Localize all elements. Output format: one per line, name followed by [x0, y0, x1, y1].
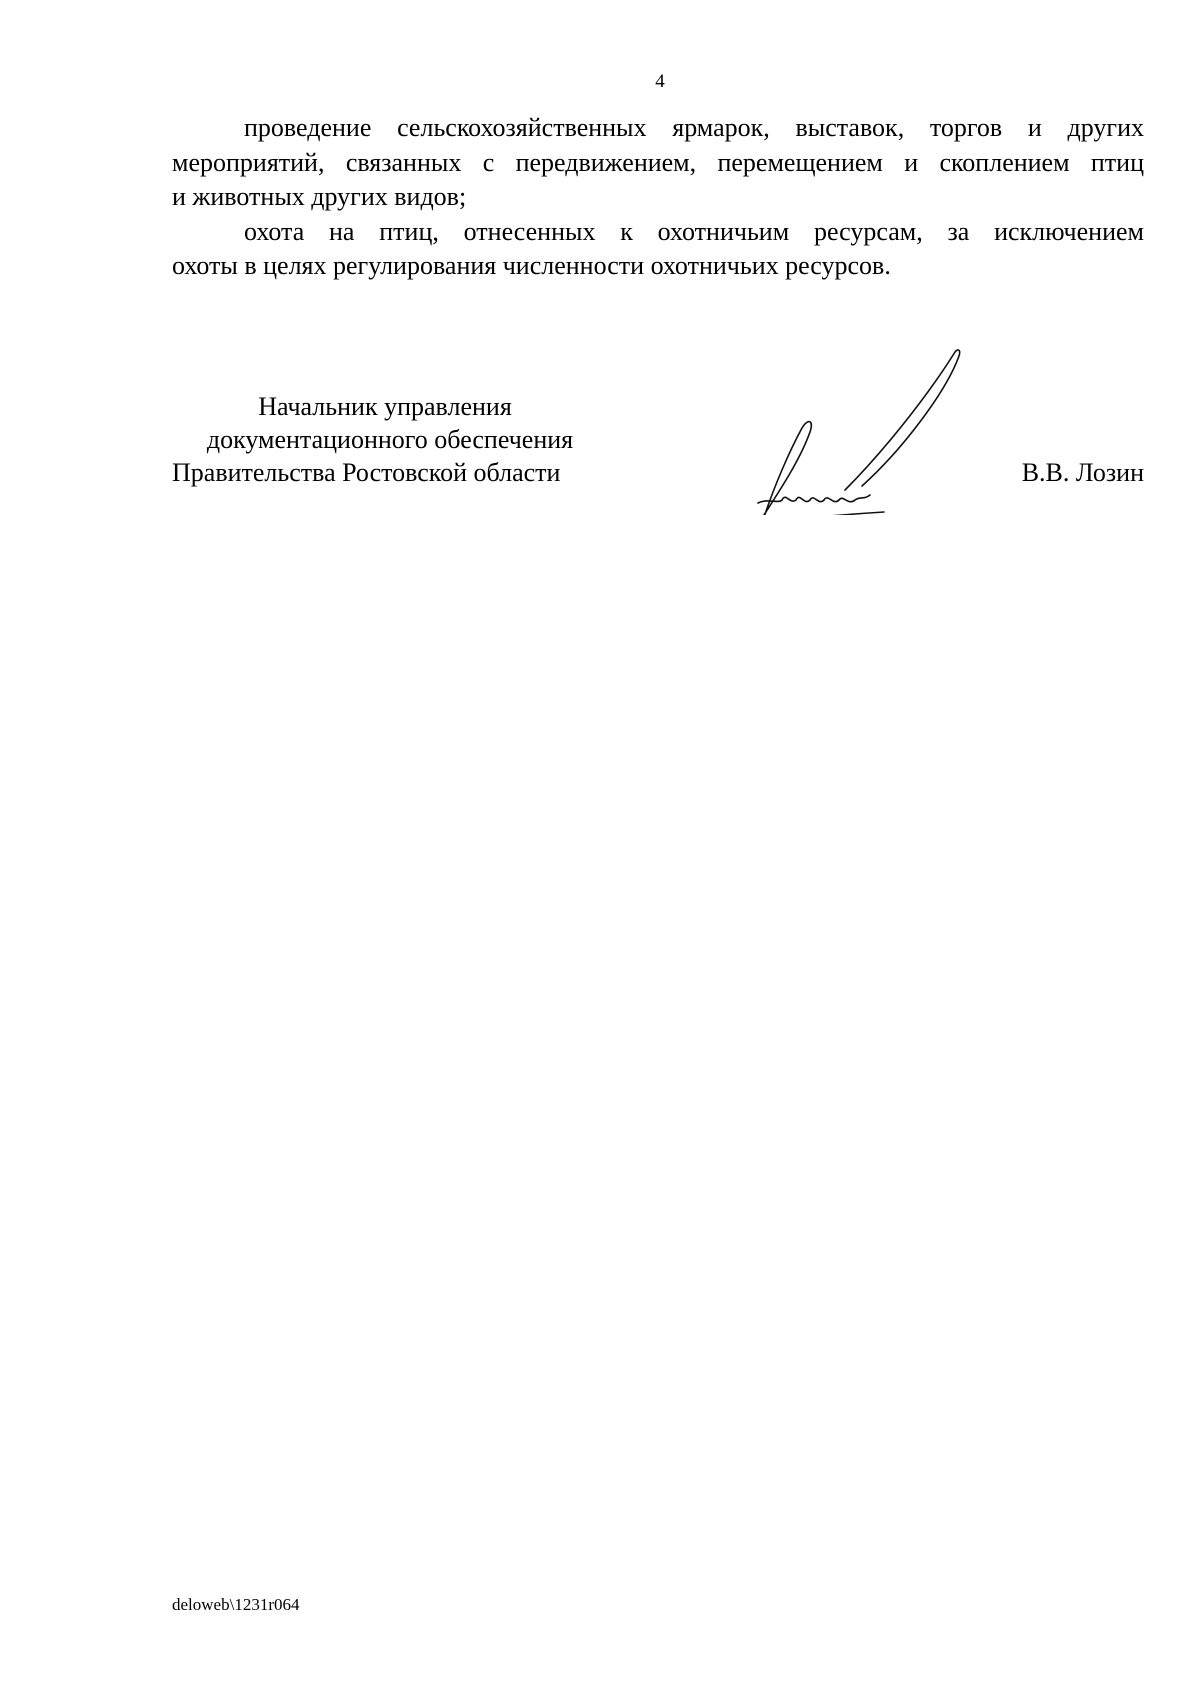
paragraph-restrictions-hunting — [172, 215, 1144, 284]
signature-block — [170, 390, 1150, 520]
text-line: охоты в целях регулирования численности охотничьих ресурсов. — [172, 251, 891, 280]
signer-title-line: Правительства Ростовской области — [172, 458, 561, 487]
text-line: мероприятий, связанных с передвижением, перемещением и скоплением птиц — [172, 147, 1144, 177]
text-line: и животных других видов; — [172, 182, 467, 211]
text-line: охота на птиц, отнесенных к охотничьим ресурсам, за исключением — [244, 216, 1144, 246]
signer-name: В.В. Лозин — [1021, 458, 1144, 487]
signer-title-line: Начальник управления — [258, 392, 512, 421]
document-body — [172, 111, 1144, 284]
text-line: проведение сельскохозяйственных ярмарок, выставок, торгов и других — [244, 113, 1144, 142]
paragraph-restrictions-fairs — [172, 111, 1144, 215]
page-number: 4 — [655, 71, 665, 92]
handwritten-signature-icon — [650, 340, 990, 515]
signer-title — [170, 390, 610, 489]
document-footer-code: deloweb\1231r064 — [172, 1595, 300, 1614]
signer-title-line: документационного обеспечения — [206, 425, 574, 454]
